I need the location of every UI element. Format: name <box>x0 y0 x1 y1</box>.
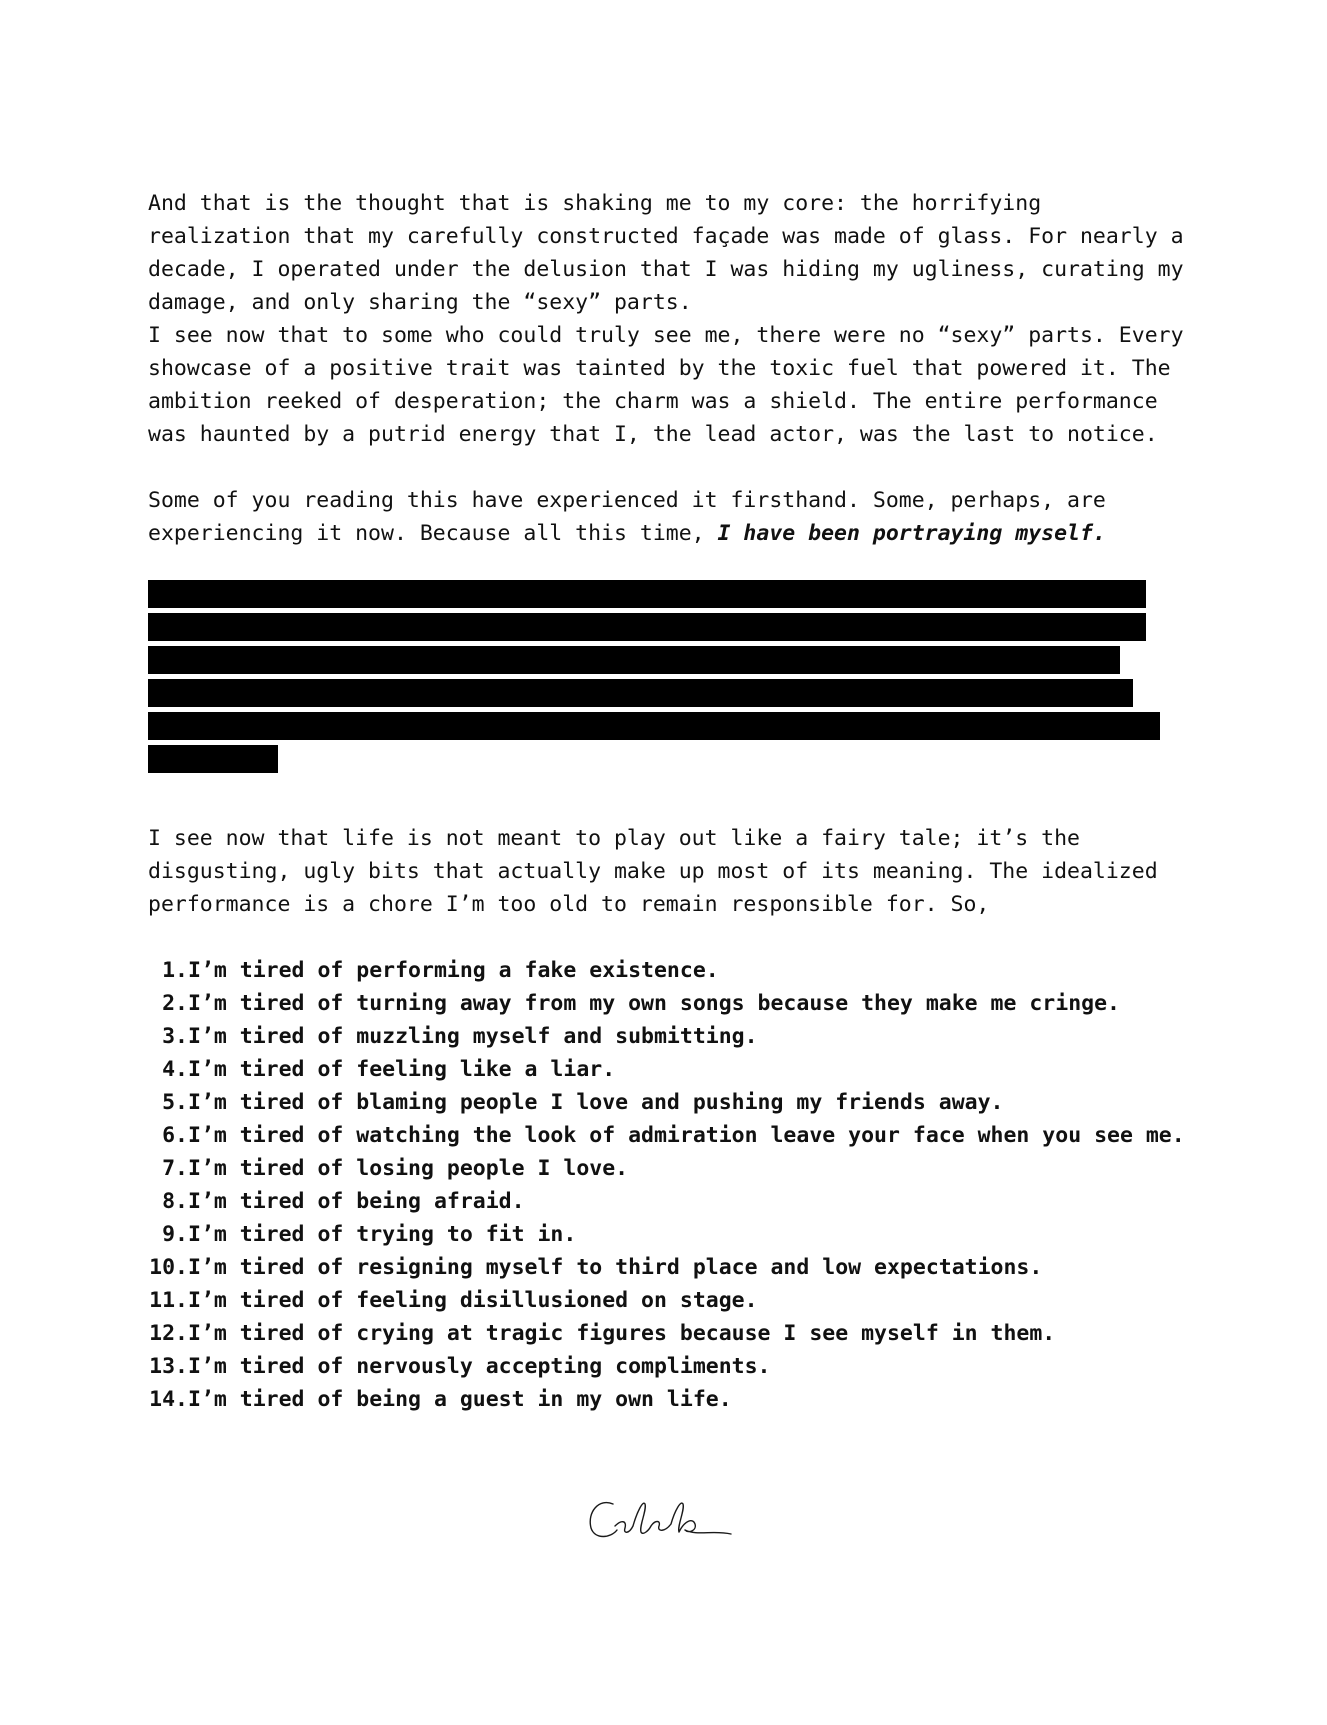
list-item-number: 4. <box>162 1057 188 1082</box>
paragraph-fairy-tale: I see now that life is not meant to play out like a fairy tale; it’s the disgusting, ugly bits that actually make up most of its meaning. The idealized performance is a chore I’m too old to remain responsible for. So, <box>148 826 1158 917</box>
list-item <box>148 1284 1188 1317</box>
list-item <box>148 1317 1188 1350</box>
list-item-number: 14. <box>149 1387 188 1412</box>
redaction-bar <box>148 679 1133 707</box>
list-item-number: 1. <box>162 958 188 983</box>
list-item-number: 13. <box>149 1354 188 1379</box>
list-item <box>148 1119 1188 1152</box>
list-item-number: 7. <box>162 1156 188 1181</box>
list-item-number: 8. <box>162 1189 188 1214</box>
paragraph-spacer <box>148 451 1188 484</box>
list-item-text: I’m tired of being afraid. <box>188 1189 525 1214</box>
list-item <box>148 1152 1188 1185</box>
list-item-number: 6. <box>162 1123 188 1148</box>
list-item <box>148 1053 1188 1086</box>
list-item-text: I’m tired of feeling like a liar. <box>188 1057 616 1082</box>
paragraph-portraying <box>148 484 1188 550</box>
handwritten-signature <box>585 1490 735 1550</box>
list-item-text: I’m tired of being a guest in my own life. <box>188 1387 732 1412</box>
list-item-text: I’m tired of watching the look of admiration leave your face when you see me. <box>188 1123 1185 1148</box>
list-item <box>148 954 1188 987</box>
paragraph-portraying-text: Some of you reading this have experienced it firsthand. Some, perhaps, are experiencing it now. Because all this time, <box>148 488 1106 546</box>
list-item-number: 10. <box>149 1255 188 1280</box>
list-item <box>148 1020 1188 1053</box>
list-item <box>148 1185 1188 1218</box>
list-item-text: I’m tired of trying to fit in. <box>188 1222 577 1247</box>
redaction-bar <box>148 646 1120 674</box>
list-item-text: I’m tired of performing a fake existence. <box>188 958 719 983</box>
redaction-bar <box>148 745 278 773</box>
list-item-number: 2. <box>162 991 188 1016</box>
list-item-text: I’m tired of losing people I love. <box>188 1156 629 1181</box>
paragraph-spacer <box>148 921 1188 954</box>
list-item-number: 5. <box>162 1090 188 1115</box>
list-item <box>148 1218 1188 1251</box>
list-item-number: 9. <box>162 1222 188 1247</box>
list-item <box>148 987 1188 1020</box>
redaction-bar <box>148 580 1146 608</box>
list-item <box>148 1350 1188 1383</box>
tired-list <box>148 954 1188 1416</box>
paragraph-portraying-emphasis: I have been portraying myself. <box>717 521 1106 546</box>
list-item-number: 3. <box>162 1024 188 1049</box>
document-body <box>148 187 1188 1416</box>
redaction-bar <box>148 613 1146 641</box>
paragraph-facade: And that is the thought that is shaking me to my core: the horrifying realization that my carefully constructed façade was made of glass. For nearly a decade, I operated under the delusion that I was hiding my ugliness, curating my damage, and only sharing the “sexy” parts. <box>148 191 1184 315</box>
signature-stroke <box>590 1503 731 1537</box>
paragraph-spacer <box>148 778 1188 822</box>
list-item-number: 12. <box>149 1321 188 1346</box>
list-item <box>148 1383 1188 1416</box>
redaction-bar <box>148 712 1160 740</box>
list-item <box>148 1251 1188 1284</box>
list-item-text: I’m tired of feeling disillusioned on stage. <box>188 1288 758 1313</box>
list-item-text: I’m tired of blaming people I love and pushing my friends away. <box>188 1090 1004 1115</box>
list-item-text: I’m tired of crying at tragic figures because I see myself in them. <box>188 1321 1056 1346</box>
redacted-passage <box>148 580 1188 773</box>
paragraph-no-sexy-parts: I see now that to some who could truly see me, there were no “sexy” parts. Every showcase of a positive trait was tainted by the toxic fuel that powered it. The ambition reeked of desperation; the charm was a shield. The entire performance was haunted by a putrid energy that I, the lead actor, was the last to notice. <box>148 323 1184 447</box>
list-item-text: I’m tired of muzzling myself and submitting. <box>188 1024 758 1049</box>
list-item-text: I’m tired of turning away from my own songs because they make me cringe. <box>188 991 1120 1016</box>
list-item-text: I’m tired of resigning myself to third place and low expectations. <box>188 1255 1043 1280</box>
list-item <box>148 1086 1188 1119</box>
list-item-text: I’m tired of nervously accepting compliments. <box>188 1354 771 1379</box>
list-item-number: 11. <box>149 1288 188 1313</box>
